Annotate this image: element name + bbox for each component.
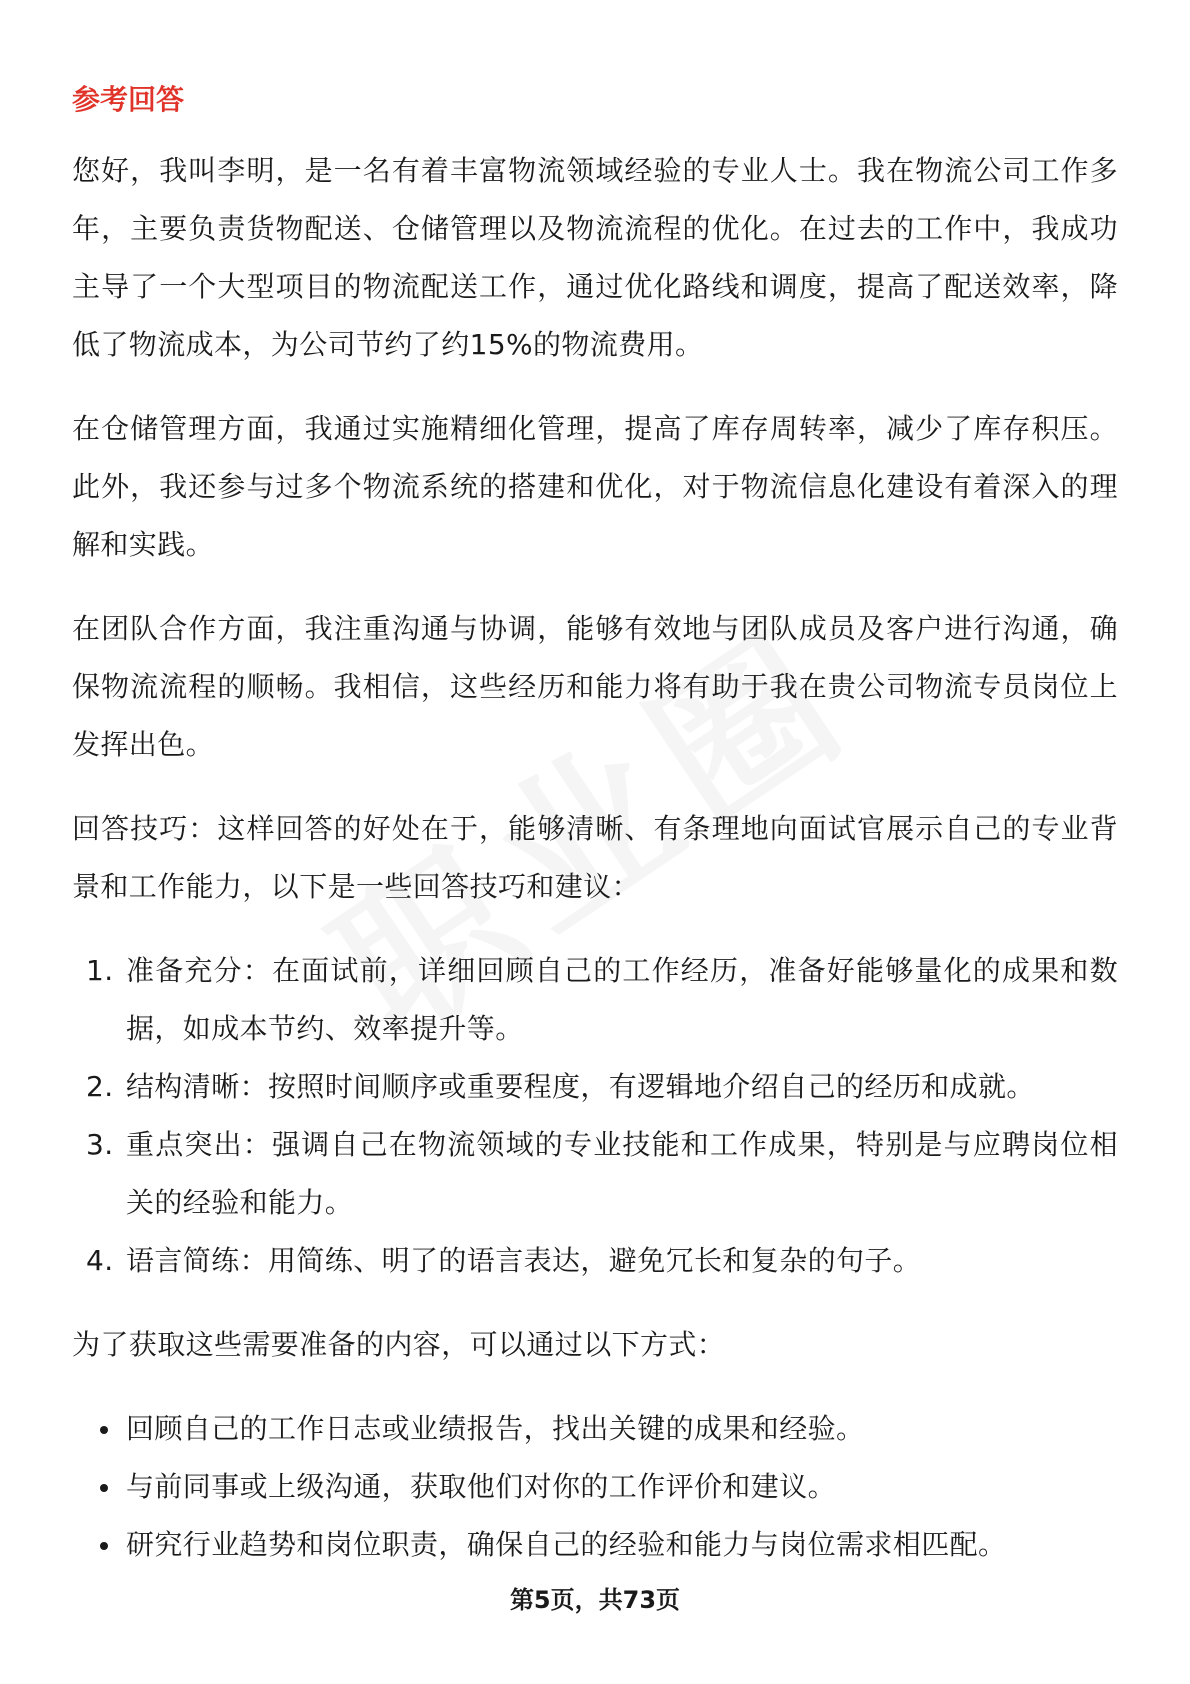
bullet-icon <box>100 1484 108 1492</box>
list-item <box>72 1400 1118 1458</box>
ways-list <box>72 1400 1118 1574</box>
list-item <box>72 1232 1118 1290</box>
list-item <box>72 1516 1118 1574</box>
list-item-text: 与前同事或上级沟通，获取他们对你的工作评价和建议。 <box>126 1470 837 1503</box>
tips-list <box>72 942 1118 1290</box>
list-number: 3. <box>86 1128 114 1161</box>
answer-paragraph-2: 在仓储管理方面，我通过实施精细化管理，提高了库存周转率，减少了库存积压。此外，我还参与过多个物流系统的搭建和优化，对于物流信息化建设有着深入的理解和实践。 <box>72 412 1118 561</box>
list-number: 2. <box>86 1070 114 1103</box>
list-item-text: 回顾自己的工作日志或业绩报告，找出关键的成果和经验。 <box>126 1412 865 1445</box>
list-item <box>72 1058 1118 1116</box>
list-item <box>72 942 1118 1058</box>
answer-paragraph-3: 在团队合作方面，我注重沟通与协调，能够有效地与团队成员及客户进行沟通，确保物流流程的顺畅。我相信，这些经历和能力将有助于我在贵公司物流专员岗位上发挥出色。 <box>72 612 1118 761</box>
list-number: 1. <box>86 954 114 987</box>
list-item <box>72 1458 1118 1516</box>
section-heading: 参考回答 <box>72 83 185 116</box>
list-item-text: 结构清晰：按照时间顺序或重要程度，有逻辑地介绍自己的经历和成就。 <box>126 1070 1035 1103</box>
list-item-text: 重点突出：强调自己在物流领域的专业技能和工作成果，特别是与应聘岗位相关的经验和能力。 <box>126 1128 1118 1219</box>
list-item-text: 准备充分：在面试前，详细回顾自己的工作经历，准备好能够量化的成果和数据，如成本节约、效率提升等。 <box>126 954 1118 1045</box>
answer-paragraph-1: 您好，我叫李明，是一名有着丰富物流领域经验的专业人士。我在物流公司工作多年，主要负责货物配送、仓储管理以及物流流程的优化。在过去的工作中，我成功主导了一个大型项目的物流配送工作，通过优化路线和调度，提高了配送效率，降低了物流成本，为公司节约了约15%的物流费用。 <box>72 154 1118 361</box>
bullet-icon <box>100 1426 108 1434</box>
list-number: 4. <box>86 1244 114 1277</box>
ways-intro-paragraph: 为了获取这些需要准备的内容，可以通过以下方式： <box>72 1328 726 1361</box>
bullet-icon <box>100 1542 108 1550</box>
document-page <box>72 80 1118 1574</box>
page-number-footer: 第5页，共73页 <box>509 1586 681 1614</box>
list-item-text: 研究行业趋势和岗位职责，确保自己的经验和能力与岗位需求相匹配。 <box>126 1528 1007 1561</box>
list-item <box>72 1116 1118 1232</box>
list-item-text: 语言简练：用简练、明了的语言表达，避免冗长和复杂的句子。 <box>126 1244 922 1277</box>
tips-intro-paragraph: 回答技巧：这样回答的好处在于，能够清晰、有条理地向面试官展示自己的专业背景和工作能力，以下是一些回答技巧和建议： <box>72 812 1118 903</box>
